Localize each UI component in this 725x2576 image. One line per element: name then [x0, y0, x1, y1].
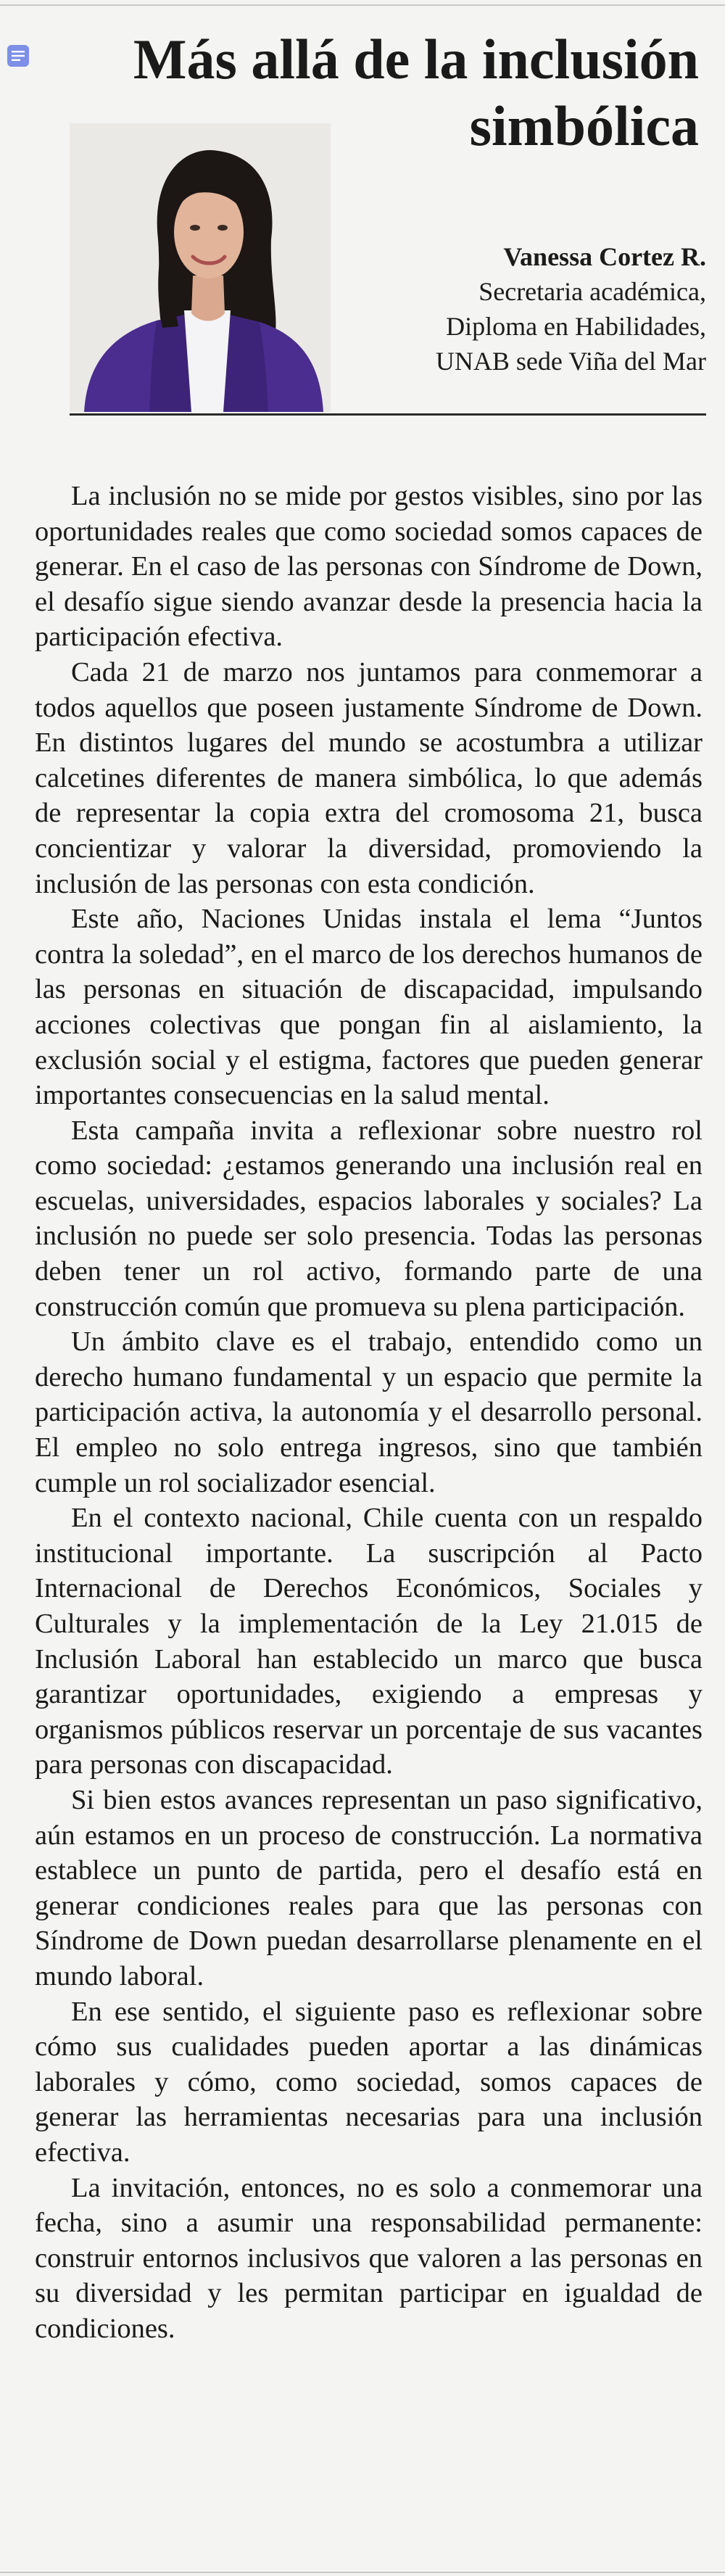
author-program: Diploma en Habilidades,: [446, 312, 706, 341]
article-body: [35, 479, 703, 2346]
note-lines-icon: [12, 50, 25, 62]
paragraph: Si bien estos avances representan un paso significativo, aún estamos en un proceso de construcción. La normativa establece un punto de partida, pero el desafío está en generar condiciones reales para que las personas con Síndrome de Down puedan desarrollarse plenamente en el mundo laboral.: [35, 1784, 703, 1991]
bottom-divider: [0, 2572, 725, 2573]
paragraph: Esta campaña invita a reflexionar sobre nuestro rol como sociedad: ¿estamos generando una inclusión real en escuelas, universidades, espacios laborales y sociales? La inclusión no puede ser solo presencia. Todas las personas deben tener un rol activo, formando parte de una construcción común que promueva su plena participación.: [35, 1115, 703, 1322]
paragraph: Este año, Naciones Unidas instala el lema “Juntos contra la soledad”, en el marco de los derechos humanos de las personas en situación de discapacidad, impulsando acciones colectivas que pongan fin al aislamiento, la exclusión social y el estigma, factores que pueden generar importantes consecuencias en la salud mental.: [35, 904, 703, 1111]
author-institution: UNAB sede Viña del Mar: [435, 347, 706, 376]
paragraph: Cada 21 de marzo nos juntamos para conmemorar a todos aquellos que poseen justamente Síndrome de Down. En distintos lugares del mundo se acostumbra a utilizar calcetines diferentes de manera simbólica, lo que además de representar la copia extra del cromosoma 21, busca concientizar y valorar la diversidad, promoviendo la inclusión de las personas con esta condición.: [35, 656, 703, 899]
author-photo: [70, 123, 331, 412]
header-divider: [70, 413, 706, 416]
paragraph: La invitación, entonces, no es solo a conmemorar una fecha, sino a asumir una responsabilidad permanente: construir entornos inclusivos que valoren a las personas en su diversidad y les permitan participar en igualdad de condiciones.: [35, 2172, 703, 2344]
portrait-photo-icon: [70, 123, 331, 412]
author-role: Secretaria académica,: [478, 277, 706, 306]
article-title: Más allá de la inclusión simbólica: [133, 28, 699, 157]
paragraph: La inclusión no se mide por gestos visibles, sino por las oportunidades reales que como sociedad somos capaces de generar. En el caso de las personas con Síndrome de Down, el desafío sigue siendo avanzar desde la presencia hacia la participación efectiva.: [35, 481, 703, 653]
top-divider: [0, 4, 725, 6]
author-name: Vanessa Cortez R.: [503, 242, 706, 271]
paragraph: En el contexto nacional, Chile cuenta con un respaldo institucional importante. La suscripción al Pacto Internacional de Derechos Económicos, Sociales y Culturales y la implementación de la Ley 21.015 de Inclusión Laboral han establecido un marco que busca garantizar oportunidades, exigiendo a empresas y organismos públicos reservar un porcentaje de sus vacantes para personas con discapacidad.: [35, 1503, 703, 1780]
author-byline: [329, 239, 706, 379]
paragraph: Un ámbito clave es el trabajo, entendido como un derecho humano fundamental y un espacio que permite la participación activa, la autonomía y el desarrollo personal. El empleo no solo entrega ingresos, sino que también cumple un rol socializador esencial.: [35, 1326, 703, 1498]
note-icon[interactable]: [7, 45, 29, 67]
paragraph: En ese sentido, el siguiente paso es reflexionar sobre cómo sus cualidades pueden aportar a las dinámicas laborales y cómo, como sociedad, somos capaces de generar las herramientas necesarias para una inclusión efectiva.: [35, 1996, 703, 2168]
